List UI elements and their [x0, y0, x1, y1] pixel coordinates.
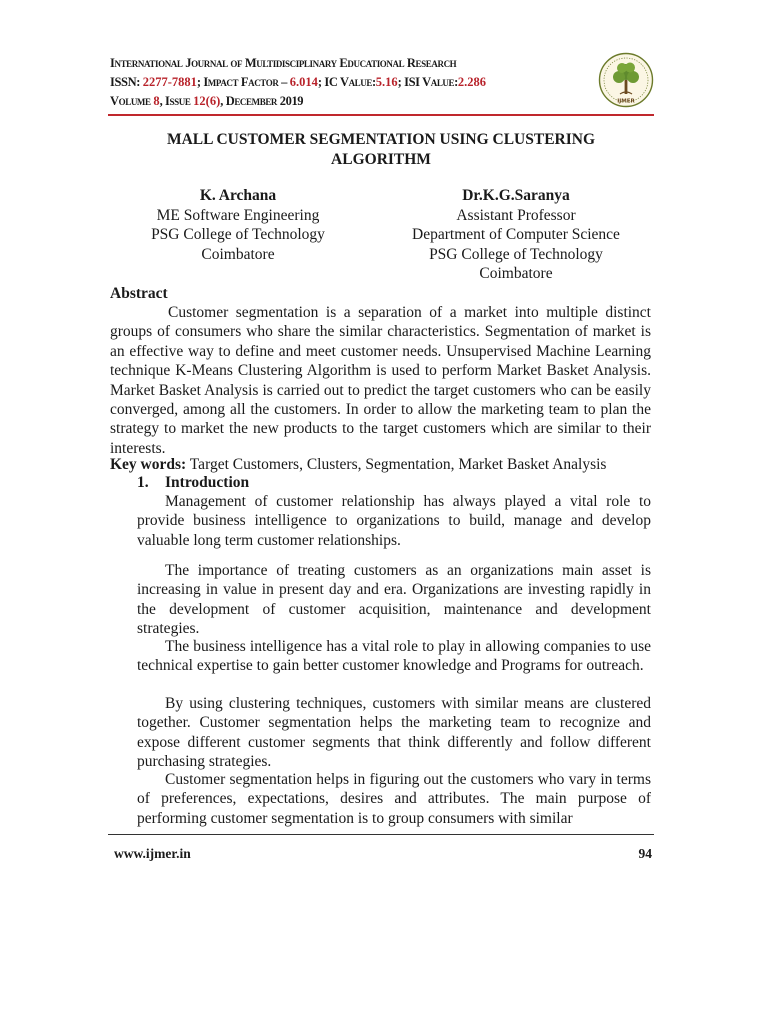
author-affiliation: Assistant Professor [456, 206, 576, 224]
page-number: 94 [638, 846, 652, 861]
keywords-label: Key words: [110, 456, 187, 473]
issue-label: , Issue [159, 94, 194, 108]
keywords-text: Target Customers, Clusters, Segmentation, Market Basket Analysis [186, 456, 607, 473]
journal-identifiers [110, 73, 630, 92]
author-affiliation: Coimbatore [479, 265, 553, 282]
impact-factor-label: ; Impact Factor – [196, 75, 290, 89]
issue-value: 12(6) [193, 94, 221, 108]
author-affiliation: Department of Computer Science [412, 226, 620, 243]
body-paragraph: The business intelligence has a vital role to play in allowing companies to use technical expertise to gain better customer knowledge and Programs for outreach. [137, 638, 651, 675]
title-line-1: MALL CUSTOMER SEGMENTATION USING CLUSTERING [166, 131, 596, 148]
journal-name: International Journal of Multidisciplinary Educational Research [110, 56, 457, 70]
keywords [110, 455, 670, 474]
paper-title [108, 130, 654, 170]
body-paragraph: The importance of treating customers as an organizations main asset is increasing in value in present day and era. Organizations are investing rapidly in the development of customer acquisition, maintenance and development strategies. [137, 562, 651, 638]
body-paragraph: Customer segmentation helps in figuring out the customers who vary in terms of preferences, expectations, desires and attributes. The main purpose of performing customer segmentation is to group consumers with similar [137, 771, 651, 827]
journal-header [110, 54, 630, 111]
isi-value: 2.286 [457, 75, 487, 89]
logo-text: IJMER [617, 98, 635, 105]
section-number: 1. [137, 474, 149, 491]
issn-label: ISSN: [110, 75, 143, 89]
isi-value-label: ; ISI Value: [397, 75, 458, 89]
ic-value-label: ; IC Value: [317, 75, 376, 89]
author-affiliation: Coimbatore [201, 245, 275, 263]
footer-url: www.ijmer.in [114, 846, 191, 861]
author-name: K. Archana [199, 187, 277, 204]
impact-factor-value: 6.014 [289, 75, 318, 89]
section-title: Introduction [165, 474, 250, 491]
footer-divider [108, 834, 654, 835]
journal-volume-line [110, 92, 630, 111]
author-affiliation: ME Software Engineering [156, 206, 320, 224]
volume-label: Volume [110, 94, 154, 108]
title-line-2: ALGORITHM [331, 151, 431, 168]
author-affiliation: PSG College of Technology [429, 245, 603, 263]
author-block-1 [118, 186, 358, 264]
author-block-2 [388, 186, 644, 284]
abstract-text: Customer segmentation is a separation of a market into multiple distinct groups of consumers who share the similar characteristics. Segmentation of market is an effective way to define and meet customer needs. Unsupervised Machine Learning technique K-Means Clustering Algorithm is used to perform Market Basket Analysis. Market Basket Analysis is carried out to predict the target customers who can be easily converged, among all the customers. In order to allow the marketing team to plan the strategy to market the new products to the target customers which are similar to their interests. [110, 304, 651, 457]
header-divider [108, 114, 654, 116]
section-heading-introduction [137, 473, 249, 492]
ic-value: 5.16 [375, 75, 398, 89]
author-name: Dr.K.G.Saranya [462, 187, 570, 204]
issn-value: 2277-7881 [142, 75, 197, 89]
body-paragraph: Management of customer relationship has always played a vital role to provide business intelligence to organizations to build, manage and develop valuable long term customer relationships. [137, 493, 651, 549]
volume-value: 8 [153, 94, 160, 108]
abstract-heading: Abstract [110, 285, 168, 302]
body-paragraph: By using clustering techniques, customers with similar means are clustered together. Customer segmentation helps the marketing team to recognize and expose different customer segments that think differently and follow different purchasing strategies. [137, 695, 651, 771]
journal-logo-icon [598, 52, 654, 108]
issue-date: , December 2019 [220, 94, 304, 108]
author-affiliation: PSG College of Technology [151, 226, 325, 243]
